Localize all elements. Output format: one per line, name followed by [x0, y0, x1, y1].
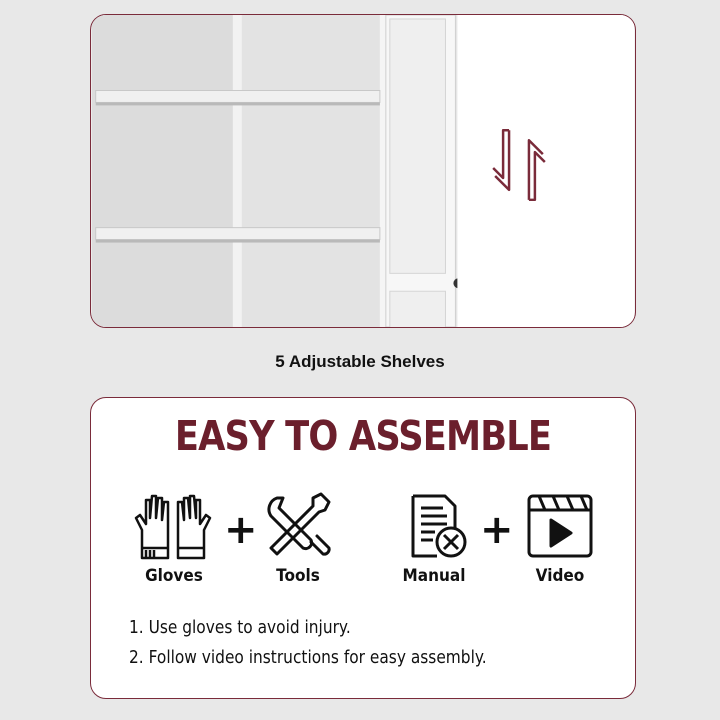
plus-sign-1: + — [224, 507, 258, 553]
shelves-caption: 5 Adjustable Shelves — [275, 352, 445, 371]
tools-item — [253, 492, 343, 586]
easy-assemble-card — [90, 397, 636, 699]
instruction-1: 1. Use gloves to avoid injury. — [129, 618, 351, 638]
instruction-2: 2. Follow video instructions for easy assembly. — [129, 648, 487, 668]
video-label: Video — [535, 566, 585, 586]
manual-icon — [399, 492, 469, 560]
plus-sign-2: + — [480, 507, 514, 553]
cabinet-interior-image — [91, 15, 635, 327]
instructions-list — [129, 618, 487, 678]
video-item — [515, 492, 605, 586]
gloves-item — [129, 492, 219, 586]
manual-item — [389, 492, 479, 586]
manual-label: Manual — [402, 566, 466, 586]
gloves-icon — [134, 492, 214, 560]
shelves-photo-card — [90, 14, 636, 328]
tools-label: Tools — [276, 566, 320, 586]
tools-icon — [263, 492, 333, 560]
assemble-title: EASY TO ASSEMBLE — [174, 412, 552, 460]
gloves-label: Gloves — [145, 566, 203, 586]
video-icon — [525, 492, 595, 560]
